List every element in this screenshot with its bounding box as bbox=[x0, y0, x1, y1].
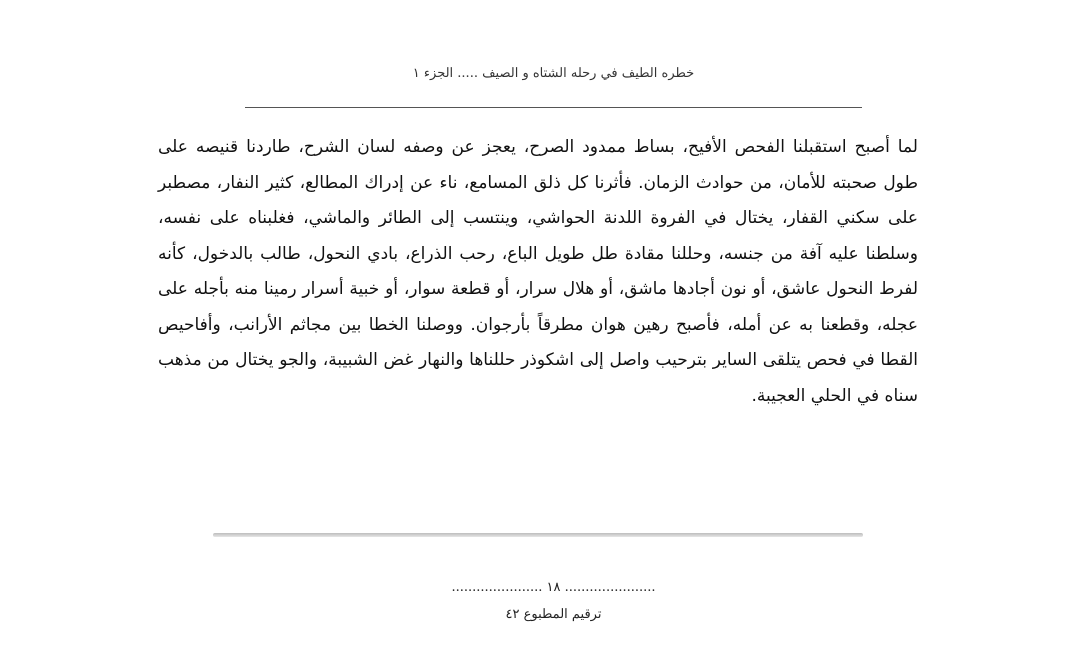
page-header-title: خطره الطيف في رحله الشتاه و الصيف ..... الجزء ١ bbox=[412, 66, 695, 81]
header-divider bbox=[245, 107, 862, 108]
print-page-number: ترقيم المطبوع ٤٢ bbox=[505, 607, 602, 622]
page-number: ...................... ١٨ ...................... bbox=[451, 580, 656, 595]
footer-divider bbox=[213, 533, 863, 537]
body-paragraph: لما أصبح استقبلنا الفحص الأفيح، بساط ممدود الصرح، يعجز عن وصفه لسان الشرح، طاردنا قنيصه على طول صحبته للأمان، من حوادث الزمان. فأثرنا كل ذلق المسامع، ناء عن إدراك المطالع، كثير النفار، مصطبر على سكني القفار، يختال في الفروة اللدنة الحواشي، وينتسب إلى الطائر والماشي، فغلبناه على نفسه، وسلطنا عليه آفة من جنسه، وحللنا مقادة طل طويل الباع، رحب الذراع، بادي النحول، طالب بالدخول، كأنه لفرط النحول عاشق، أو نون أجادها ماشق، أو هلال سرار، أو قطعة سوار، أو خبية أسرار رمينا منه بأجله على عجله، وقطعنا به عن أمله، فأصبح رهين هوان مطرقاً بأرجوان. ووصلنا الخطا بين مجاثم الأرانب، وأفاحيص القطا في فحص يتلقى الساير بترحيب واصل إلى اشكوذر حللناها والنهار غض الشبيبة، والجو يختال من مذهب سناه في الحلي العجيبة. bbox=[158, 137, 918, 406]
